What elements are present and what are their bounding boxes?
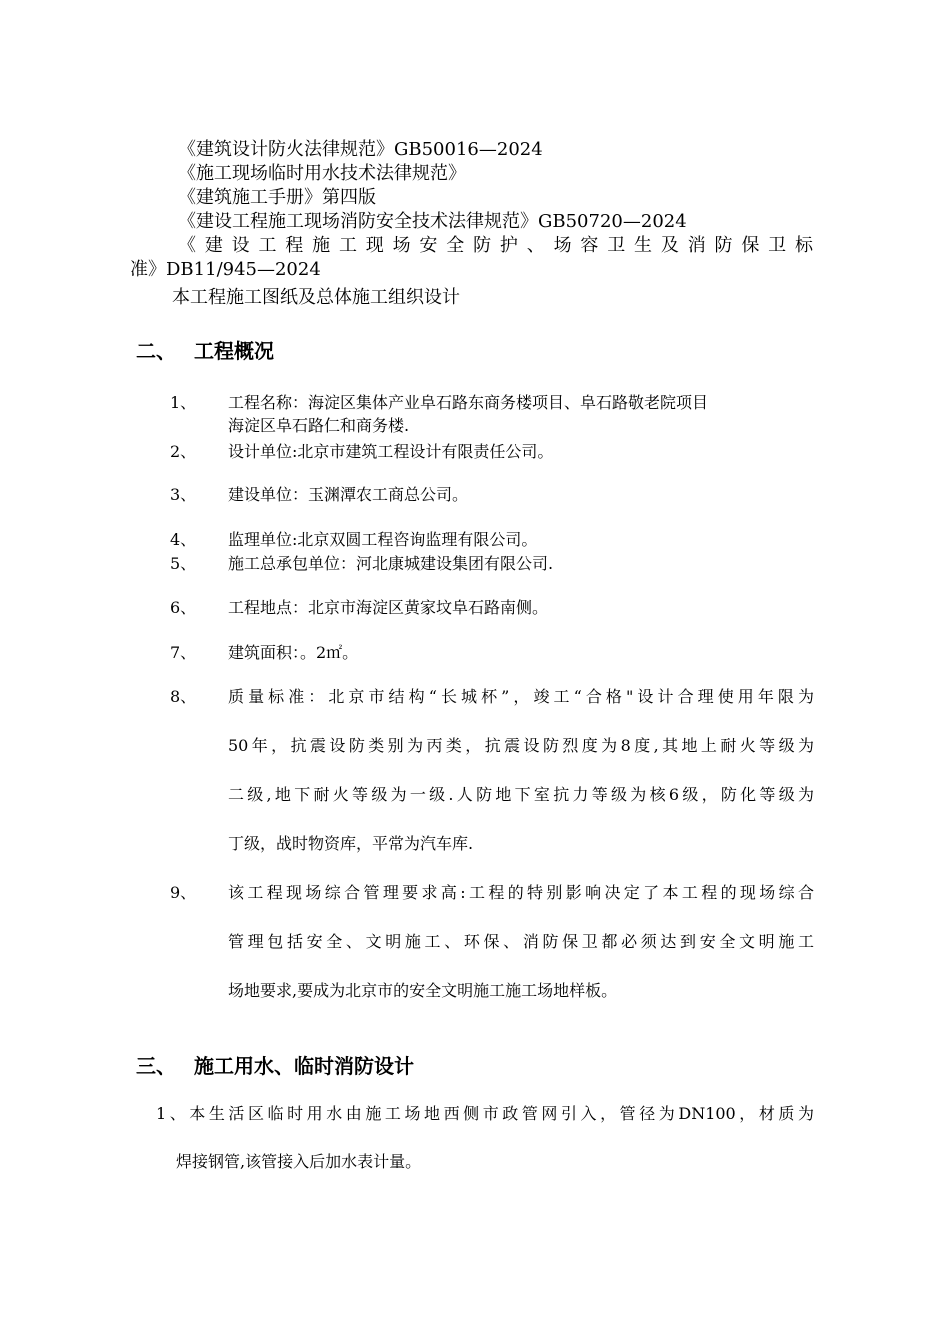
section-heading-3 bbox=[136, 1052, 414, 1080]
paragraph-cont: 焊接钢管,该管接入后加水表计量。 bbox=[176, 1152, 422, 1171]
reference-5-cont: 准》DB11/945—2024 bbox=[130, 259, 321, 280]
item-text-cont: 二级,地下耐火等级为一级.人防地下室抗力等级为核6级，防化等级为 bbox=[228, 785, 814, 804]
item-text: 建筑面积：。2㎡。 bbox=[228, 643, 359, 662]
item-number: 8、 bbox=[170, 687, 197, 706]
item-text: 建设单位：玉渊潭农工商总公司。 bbox=[228, 485, 469, 504]
item-number: 3、 bbox=[170, 485, 197, 504]
item-number: 9、 bbox=[170, 883, 197, 902]
item-number: 2、 bbox=[170, 442, 197, 461]
item-text: 监理单位:北京双圆工程咨询监理有限公司。 bbox=[228, 530, 538, 549]
reference-1: 《建筑设计防火法律规范》GB50016—2024 bbox=[178, 139, 543, 160]
paragraph: 1、本生活区临时用水由施工场地西侧市政管网引入，管径为DN100，材质为 bbox=[156, 1104, 814, 1123]
section-title: 施工用水、临时消防设计 bbox=[194, 1054, 414, 1078]
section-number: 三、 bbox=[136, 1054, 176, 1078]
reference-5: 《建设工程施工现场安全防护、场容卫生及消防保卫标 bbox=[178, 235, 814, 256]
item-text: 工程地点：北京市海淀区黄家坟阜石路南侧。 bbox=[228, 598, 549, 617]
item-text-cont: 场地要求,要成为北京市的安全文明施工施工场地样板。 bbox=[228, 981, 618, 1000]
item-number: 5、 bbox=[170, 554, 197, 573]
reference-3: 《建筑施工手册》第四版 bbox=[178, 187, 376, 208]
item-number: 4、 bbox=[170, 530, 197, 549]
section-title: 工程概况 bbox=[194, 339, 274, 363]
section-number: 二、 bbox=[136, 339, 176, 363]
item-text-cont: 管理包括安全、文明施工、环保、消防保卫都必须达到安全文明施工 bbox=[228, 932, 814, 951]
reference-2: 《施工现场临时用水技术法律规范》 bbox=[178, 163, 466, 184]
item-text: 设计单位:北京市建筑工程设计有限责任公司。 bbox=[228, 442, 554, 461]
reference-4: 《建设工程施工现场消防安全技术法律规范》GB50720—2024 bbox=[178, 211, 687, 232]
item-text-cont: 50年，抗震设防类别为丙类，抗震设防烈度为8度,其地上耐火等级为 bbox=[228, 736, 814, 755]
item-text-cont: 海淀区阜石路仁和商务楼. bbox=[228, 416, 410, 435]
section-heading-2 bbox=[136, 337, 274, 365]
item-text: 工程名称：海淀区集体产业阜石路东商务楼项目、阜石路敬老院项目 bbox=[228, 393, 709, 412]
item-text-cont: 丁级，战时物资库，平常为汽车库. bbox=[228, 834, 474, 853]
item-number: 6、 bbox=[170, 598, 197, 617]
reference-7: 本工程施工图纸及总体施工组织设计 bbox=[172, 287, 460, 308]
item-text: 该工程现场综合管理要求高:工程的特别影响决定了本工程的现场综合 bbox=[228, 883, 814, 902]
item-number: 7、 bbox=[170, 643, 197, 662]
item-text: 质量标准：北京市结构“长城杯”，竣工“合格"设计合理使用年限为 bbox=[228, 687, 814, 706]
item-number: 1、 bbox=[170, 393, 197, 412]
item-text: 施工总承包单位：河北康城建设集团有限公司. bbox=[228, 554, 554, 573]
